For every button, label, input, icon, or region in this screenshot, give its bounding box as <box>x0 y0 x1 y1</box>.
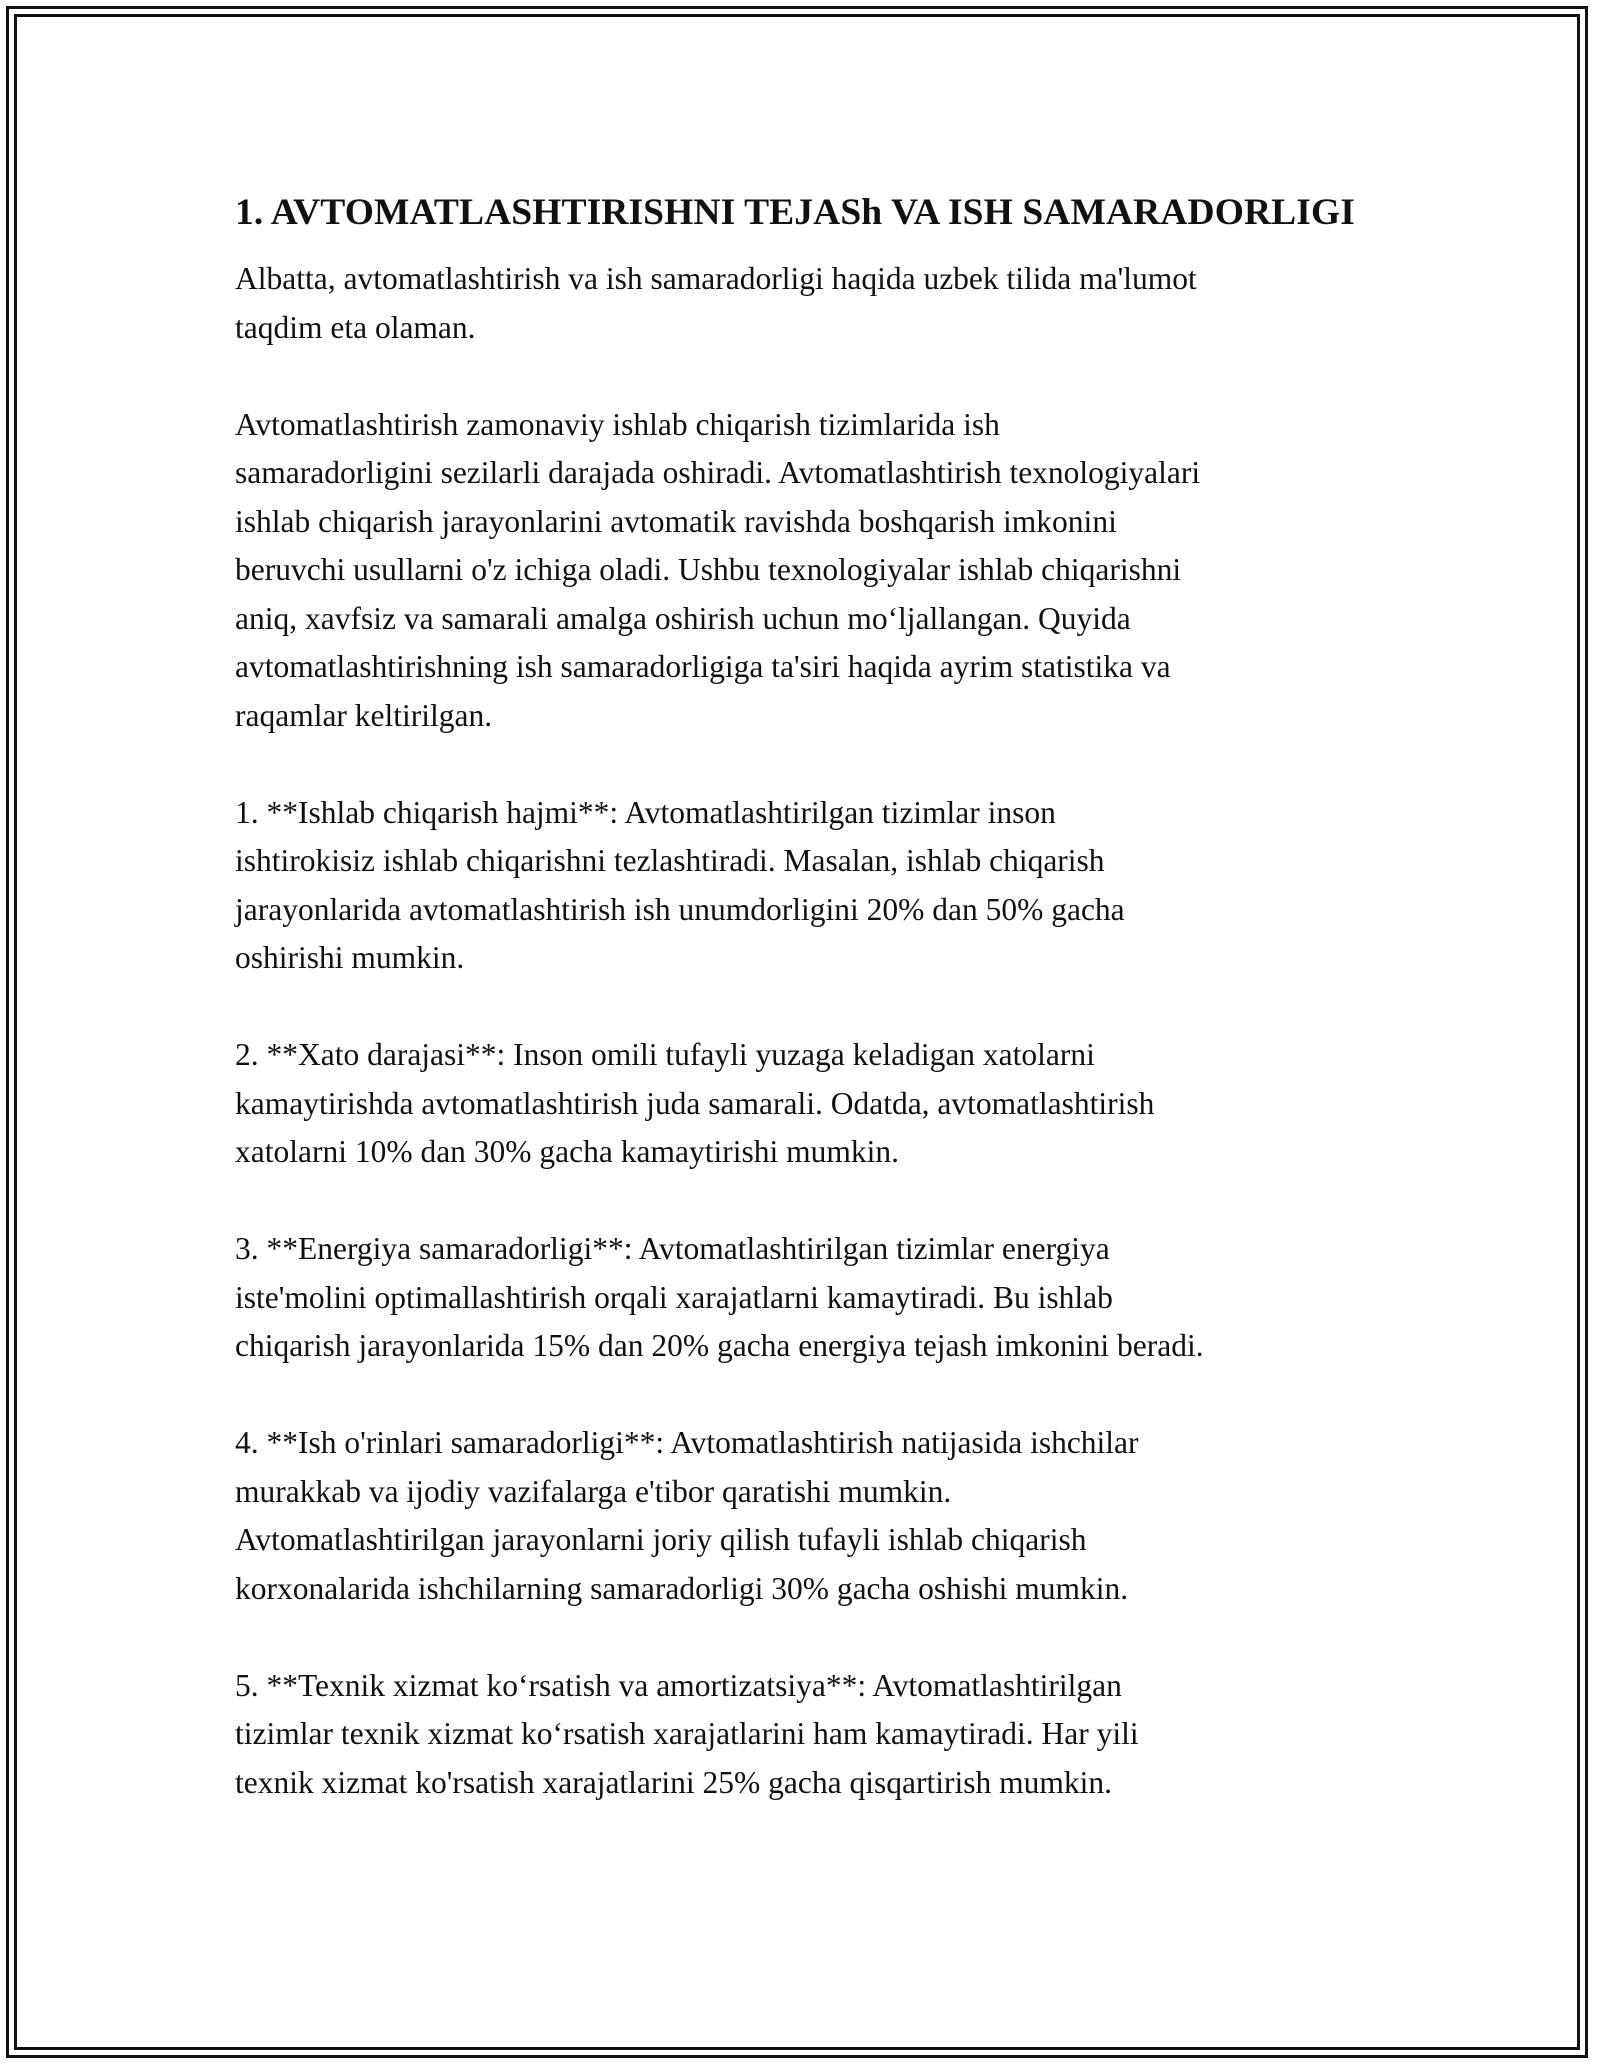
list-item-energy-efficiency: 3. **Energiya samaradorligi**: Avtomatlashtirilgan tizimlar energiya iste'molini optimallashtirish orqali xarajatlarni kamaytiradi. Bu ishlab chiqarish jarayonlarida 15% dan 20% gacha energiya tejash imkonini beradi. <box>235 1231 1204 1363</box>
list-item-workplace-efficiency: 4. **Ish o'rinlari samaradorligi**: Avtomatlashtirish natijasida ishchilar murakkab va ijodiy vazifalarga e'tibor qaratishi mumkin. Avtomatlashtirilgan jarayonlarni joriy qilish tufayli ishlab chiqarish korxonalarida ishchilarning samaradorligi 30% gacha oshishi mumkin. <box>235 1425 1139 1606</box>
list-item-maintenance: 5. **Texnik xizmat ko‘rsatish va amortizatsiya**: Avtomatlashtirilgan tizimlar texnik xizmat ko‘rsatish xarajatlarini ham kamaytiradi. Har yili texnik xizmat ko'rsatish xarajatlarini 25% gacha qisqartirish mumkin. <box>235 1667 1139 1800</box>
intro-paragraph: Albatta, avtomatlashtirish va ish samaradorligi haqida uzbek tilida ma'lumot taqdim eta olaman. <box>235 261 1197 345</box>
document-body <box>235 188 1370 1856</box>
list-item-production-volume: 1. **Ishlab chiqarish hajmi**: Avtomatlashtirilgan tizimlar inson ishtirokisiz ishlab chiqarishni tezlashtiradi. Masalan, ishlab chiqarish jarayonlarida avtomatlashtirish ish unumdorligini 20% dan 50% gacha oshirishi mumkin. <box>235 794 1125 975</box>
page-title: 1. AVTOMATLASHTIRISHNI TEJASh VA ISH SAMARADORLIGI <box>235 192 1355 233</box>
list-item-error-rate: 2. **Xato darajasi**: Inson omili tufayli yuzaga keladigan xatolarni kamaytirishda avtomatlashtirish juda samarali. Odatda, avtomatlashtirish xatolarni 10% dan 30% gacha kamaytirishi mumkin. <box>235 1037 1155 1169</box>
overview-paragraph: Avtomatlashtirish zamonaviy ishlab chiqarish tizimlarida ish samaradorligini sezilarli darajada oshiradi. Avtomatlashtirish texnologiyalari ishlab chiqarish jarayonlarini avtomatik ravishda boshqarish imkonini beruvchi usullarni o'z ichiga oladi. Ushbu texnologiyalar ishlab chiqarishni aniq, xavfsiz va samarali amalga oshirish uchun mo‘ljallangan. Quyida avtomatlashtirishning ish samaradorligiga ta'siri haqida ayrim statistika va raqamlar keltirilgan. <box>235 406 1201 733</box>
